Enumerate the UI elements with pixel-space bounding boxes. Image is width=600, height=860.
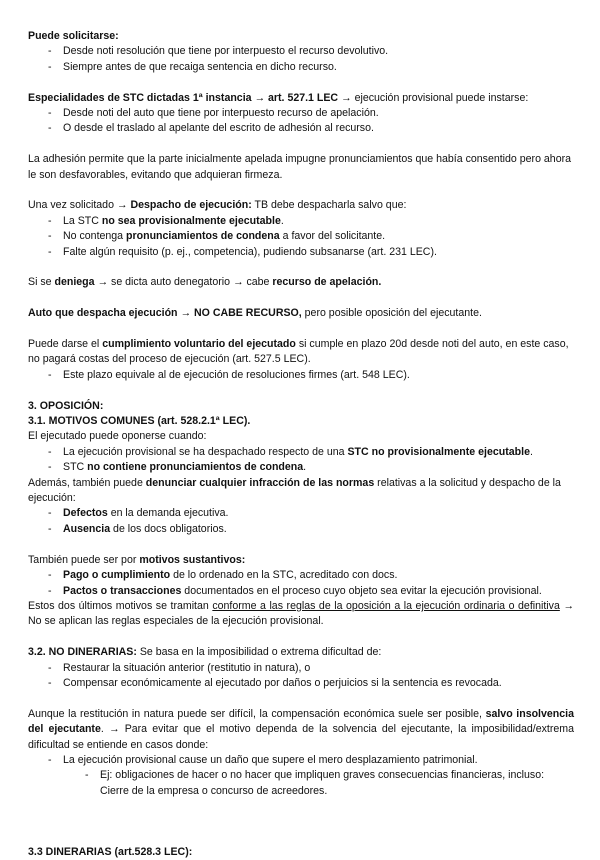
subsection-heading: 3.1. MOTIVOS COMUNES (art. 528.2.1ª LEC). — [28, 415, 251, 428]
list-item: - No contenga pronunciamientos de condena a favor del solicitante. — [28, 229, 574, 244]
list-item: - Siempre antes de que recaiga sentencia en dicho recurso. — [28, 60, 574, 75]
paragraph: También puede ser por motivos sustantivos: — [28, 553, 246, 566]
list-item: - O desde el traslado al apelante del escrito de adhesión al recurso. — [28, 121, 574, 136]
subsection-heading: 3.2. NO DINERARIAS: Se basa en la imposibilidad o extrema dificultad de: — [28, 646, 382, 659]
list-item: - La ejecución provisional cause un daño que supere el mero desplazamiento patrimonial. — [28, 753, 574, 768]
list-item: - La STC no sea provisionalmente ejecutable. — [28, 214, 574, 229]
paragraph: Aunque la restitución in natura puede ser difícil, la compensación económica suele ser posible, salvo insolvencia del ejecutante. → Para evitar que el motivo dependa de la solvencia del ejecutante, la imposibilidad/extrema dificultad se entiende en casos donde: — [28, 707, 574, 751]
paragraph: Además, también puede denunciar cualquier infracción de las normas relativas a la solicitud y despacho de la ejecución: — [28, 476, 561, 505]
document-page — [28, 29, 574, 860]
list-item: - Este plazo equivale al de ejecución de resoluciones firmes (art. 548 LEC). — [28, 368, 574, 383]
list-item: - Ausencia de los docs obligatorios. — [28, 522, 574, 537]
paragraph: Una vez solicitado → Despacho de ejecución: TB debe despacharla salvo que: — [28, 199, 407, 212]
list-item: - Compensar económicamente al ejecutado por daños o perjuicios si la sentencia es revocada. — [28, 676, 574, 691]
list-item: - Ej: obligaciones de hacer o no hacer que impliquen graves consecuencias financieras, incluso: Cierre de la empresa o concurso de acreedores. — [28, 768, 574, 799]
section-heading: Puede solicitarse: — [28, 30, 119, 42]
list-item: - Desde noti del auto que tiene por interpuesto recurso de apelación. — [28, 106, 574, 121]
subsection-heading: 3.3 DINERARIAS (art.528.3 LEC): — [28, 845, 193, 858]
list-item: - Falte algún requisito (p. ej., competencia), pudiendo subsanarse (art. 231 LEC). — [28, 245, 574, 260]
paragraph: Especialidades de STC dictadas 1ª instancia → art. 527.1 LEC → ejecución provisional puede instarse: — [28, 91, 529, 104]
list-item: - Defectos en la demanda ejecutiva. — [28, 506, 574, 521]
list-item: - Pactos o transacciones documentados en el proceso cuyo objeto sea evitar la ejecución provisional. — [28, 584, 574, 599]
paragraph: Si se deniega → se dicta auto denegatorio → cabe recurso de apelación. — [28, 276, 382, 289]
list-item: - La ejecución provisional se ha despachado respecto de una STC no provisionalmente ejecutable. — [28, 445, 574, 460]
section-heading: 3. OPOSICIÓN: — [28, 399, 104, 412]
paragraph: Auto que despacha ejecución → NO CABE RECURSO, pero posible oposición del ejecutante. — [28, 307, 482, 320]
paragraph: El ejecutado puede oponerse cuando: — [28, 430, 207, 443]
list-item: - Desde noti resolución que tiene por interpuesto el recurso devolutivo. — [28, 44, 574, 59]
list-item: - STC no contiene pronunciamientos de condena. — [28, 460, 574, 475]
list-item: - Restaurar la situación anterior (restitutio in natura), o — [28, 661, 574, 676]
paragraph: La adhesión permite que la parte inicialmente apelada impugne pronunciamientos que había consentido pero ahora le son desfavorables, evitando que adquieran firmeza. — [28, 153, 572, 181]
paragraph: Puede darse el cumplimiento voluntario del ejecutado si cumple en plazo 20d desde noti del auto, en este caso, no pagará costas del proceso de ejecución (art. 527.5 LEC). — [28, 338, 569, 366]
list-item: - Pago o cumplimiento de lo ordenado en la STC, acreditado con docs. — [28, 568, 574, 583]
paragraph: Estos dos últimos motivos se tramitan conforme a las reglas de la oposición a la ejecución ordinaria o definitiva → No se aplican las reglas especiales de la ejecución provisional. — [28, 599, 574, 628]
